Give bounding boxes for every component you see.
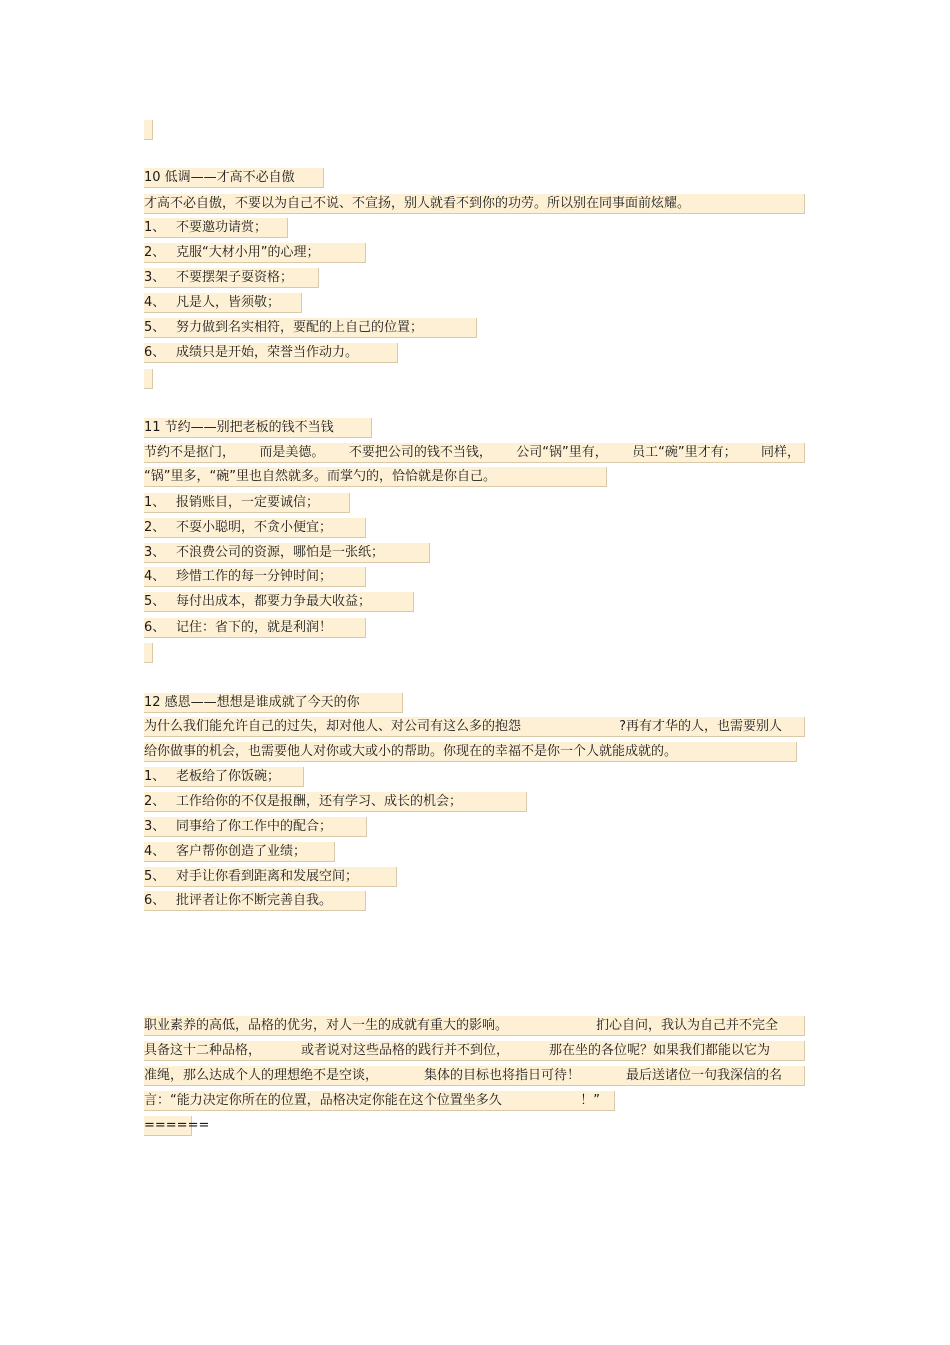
list-item: 4、 珍惜工作的每一分钟时间； xyxy=(144,567,366,587)
blank-line xyxy=(144,369,153,389)
section-10-title: 10 低调——才高不必自傲 xyxy=(144,168,324,188)
list-item: 4、 客户帮你创造了业绩； xyxy=(144,842,335,862)
section-11-title: 11 节约——别把老板的钱不当钱 xyxy=(144,418,372,438)
closing-line4: 言：“能力决定你所在的位置，品格决定你能在这个位置坐多久 ！” xyxy=(144,1091,615,1111)
closing-line2: 具备这十二种品格， 或者说对这些品格的践行并不到位， 那在坐的各位呢？如果我们都能以它为 xyxy=(144,1041,805,1061)
blank-line xyxy=(144,643,153,663)
closing-line3: 准绳，那么达成个人的理想绝不是空谈， 集体的目标也将指日可待！ 最后送诸位一句我深信的名 xyxy=(144,1066,805,1086)
section-12-intro-line1: 为什么我们能允许自己的过失，却对他人、对公司有这么多的抱怨 ?再有才华的人，也需要别人 xyxy=(144,717,805,737)
list-item: 1、 报销账目，一定要诚信； xyxy=(144,493,350,513)
list-item: 3、 不要摆架子耍资格； xyxy=(144,268,319,288)
list-item: 6、 成绩只是开始，荣誉当作动力。 xyxy=(144,343,398,363)
section-11-intro-line1: 节约不是抠门， 而是美德。 不要把公司的钱不当钱， 公司“锅”里有， 员工“碗”里才有； 同样， xyxy=(144,443,805,463)
list-item: 2、 不耍小聪明，不贪小便宜； xyxy=(144,518,366,538)
list-item: 6、 批评者让你不断完善自我。 xyxy=(144,891,366,911)
section-11-intro-line2: “锅”里多，“碗”里也自然就多。而掌勺的，恰恰就是你自己。 xyxy=(144,467,607,487)
list-item: 1、 不要邀功请赏； xyxy=(144,218,288,238)
section-12-intro-line2: 给你做事的机会，也需要他人对你或大或小的帮助。你现在的幸福不是你一个人就能成就的。 xyxy=(144,742,797,762)
list-item: 3、 同事给了你工作中的配合； xyxy=(144,817,367,837)
closing-line1: 职业素养的高低，品格的优劣，对人一生的成就有重大的影响。 扪心自问，我认为自己并不完全 xyxy=(144,1016,805,1036)
list-item: 5、 对手让你看到距离和发展空间； xyxy=(144,867,397,887)
list-item: 4、 凡是人，皆须敬； xyxy=(144,293,302,313)
list-item: 3、 不浪费公司的资源，哪怕是一张纸； xyxy=(144,543,430,563)
list-item: 2、 克服“大材小用”的心理； xyxy=(144,243,366,263)
section-12-title: 12 感恩——想想是谁成就了今天的你 xyxy=(144,693,403,713)
list-item: 6、 记住：省下的，就是利润！ xyxy=(144,618,366,638)
end-marker: ====== xyxy=(144,1116,192,1136)
blank-line xyxy=(144,120,153,140)
list-item: 5、 努力做到名实相符，要配的上自己的位置； xyxy=(144,318,477,338)
list-item: 1、 老板给了你饭碗； xyxy=(144,767,304,787)
section-10-intro: 才高不必自傲，不要以为自己不说、不宣扬，别人就看不到你的功劳。所以别在同事面前炫耀。 xyxy=(144,194,805,214)
list-item: 5、 每付出成本，都要力争最大收益； xyxy=(144,592,414,612)
list-item: 2、 工作给你的不仅是报酬，还有学习、成长的机会； xyxy=(144,792,527,812)
